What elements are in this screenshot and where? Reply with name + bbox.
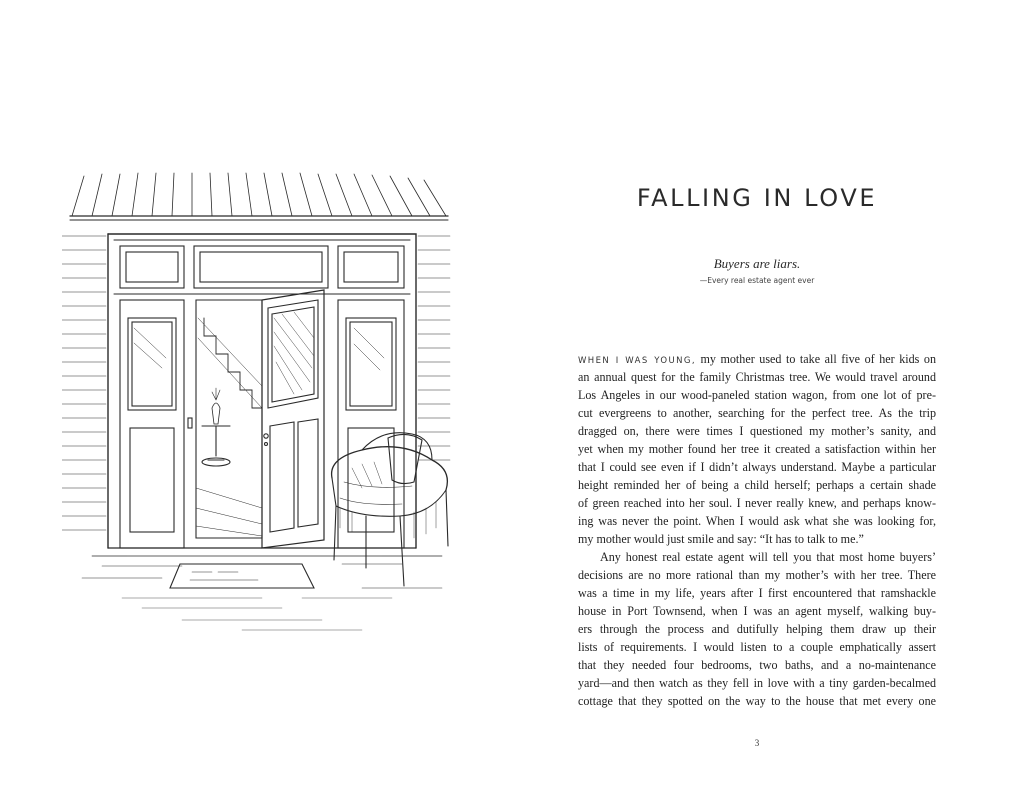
body-line: cut evergreens to another, searching for the perfect tree. As the trip: [578, 406, 936, 420]
body-line: Los Angeles in our wood-paneled station wagon, from one lot of pre-: [578, 388, 936, 402]
body-line: yet when my mother found her tree it created a satisfaction within her: [578, 442, 936, 456]
body-line: WHEN I WAS YOUNG, my mother used to take all five of her kids on: [578, 352, 936, 366]
doorway-with-armchair-sketch-icon: [62, 168, 452, 638]
page-number: 3: [754, 738, 760, 748]
epigraph-quote: Buyers are liars.: [713, 256, 801, 271]
body-line: dragged on, there were times I questioned my mother’s sanity, and: [578, 424, 936, 438]
epigraph: [578, 256, 936, 285]
body-line: yard—and then watch as they fell in love with a tiny garden-becalmed: [578, 676, 936, 690]
body-line: Any honest real estate agent will tell you that most home buyers’: [600, 550, 936, 564]
body-line: cottage that they spotted on the way to the house that met every one: [578, 694, 936, 708]
body-line: was a time in my life, years after I first encountered that ramshackle: [578, 586, 936, 600]
body-line: my mother would just smile and say: “It has to talk to me.”: [578, 532, 864, 546]
body-line: ing was never the point. When I would ask what she was looking for,: [578, 514, 936, 528]
body-line: an annual quest for the family Christmas tree. We would travel around: [578, 370, 936, 384]
body-line: of green reached into her soul. I never really knew, and perhaps know-: [578, 496, 936, 510]
body-line: that I could see even if I didn’t always understand. Maybe a particular: [578, 460, 936, 474]
body-line: decisions are no more rational than my mother’s with her tree. There: [578, 568, 936, 582]
body-line: that they needed four bedrooms, two baths, and a no-maintenance: [578, 658, 936, 672]
body-line: lists of requirements. I would listen to a couple emphatically assert: [578, 640, 936, 654]
chapter-title: FALLING IN LOVE: [636, 184, 878, 212]
lead-in-smallcaps: WHEN I WAS YOUNG,: [578, 356, 696, 366]
body-line: ers through the process and dutifully helping them draw up their: [578, 622, 936, 636]
body-text: [578, 350, 936, 710]
body-line: house in Port Townsend, when I was an agent myself, walking buy-: [578, 604, 936, 618]
epigraph-attribution: —Every real estate agent ever: [699, 276, 815, 285]
body-line: height reminded her of being a child herself; perhaps a certain shade: [578, 478, 936, 492]
chapter-page: [578, 0, 936, 802]
